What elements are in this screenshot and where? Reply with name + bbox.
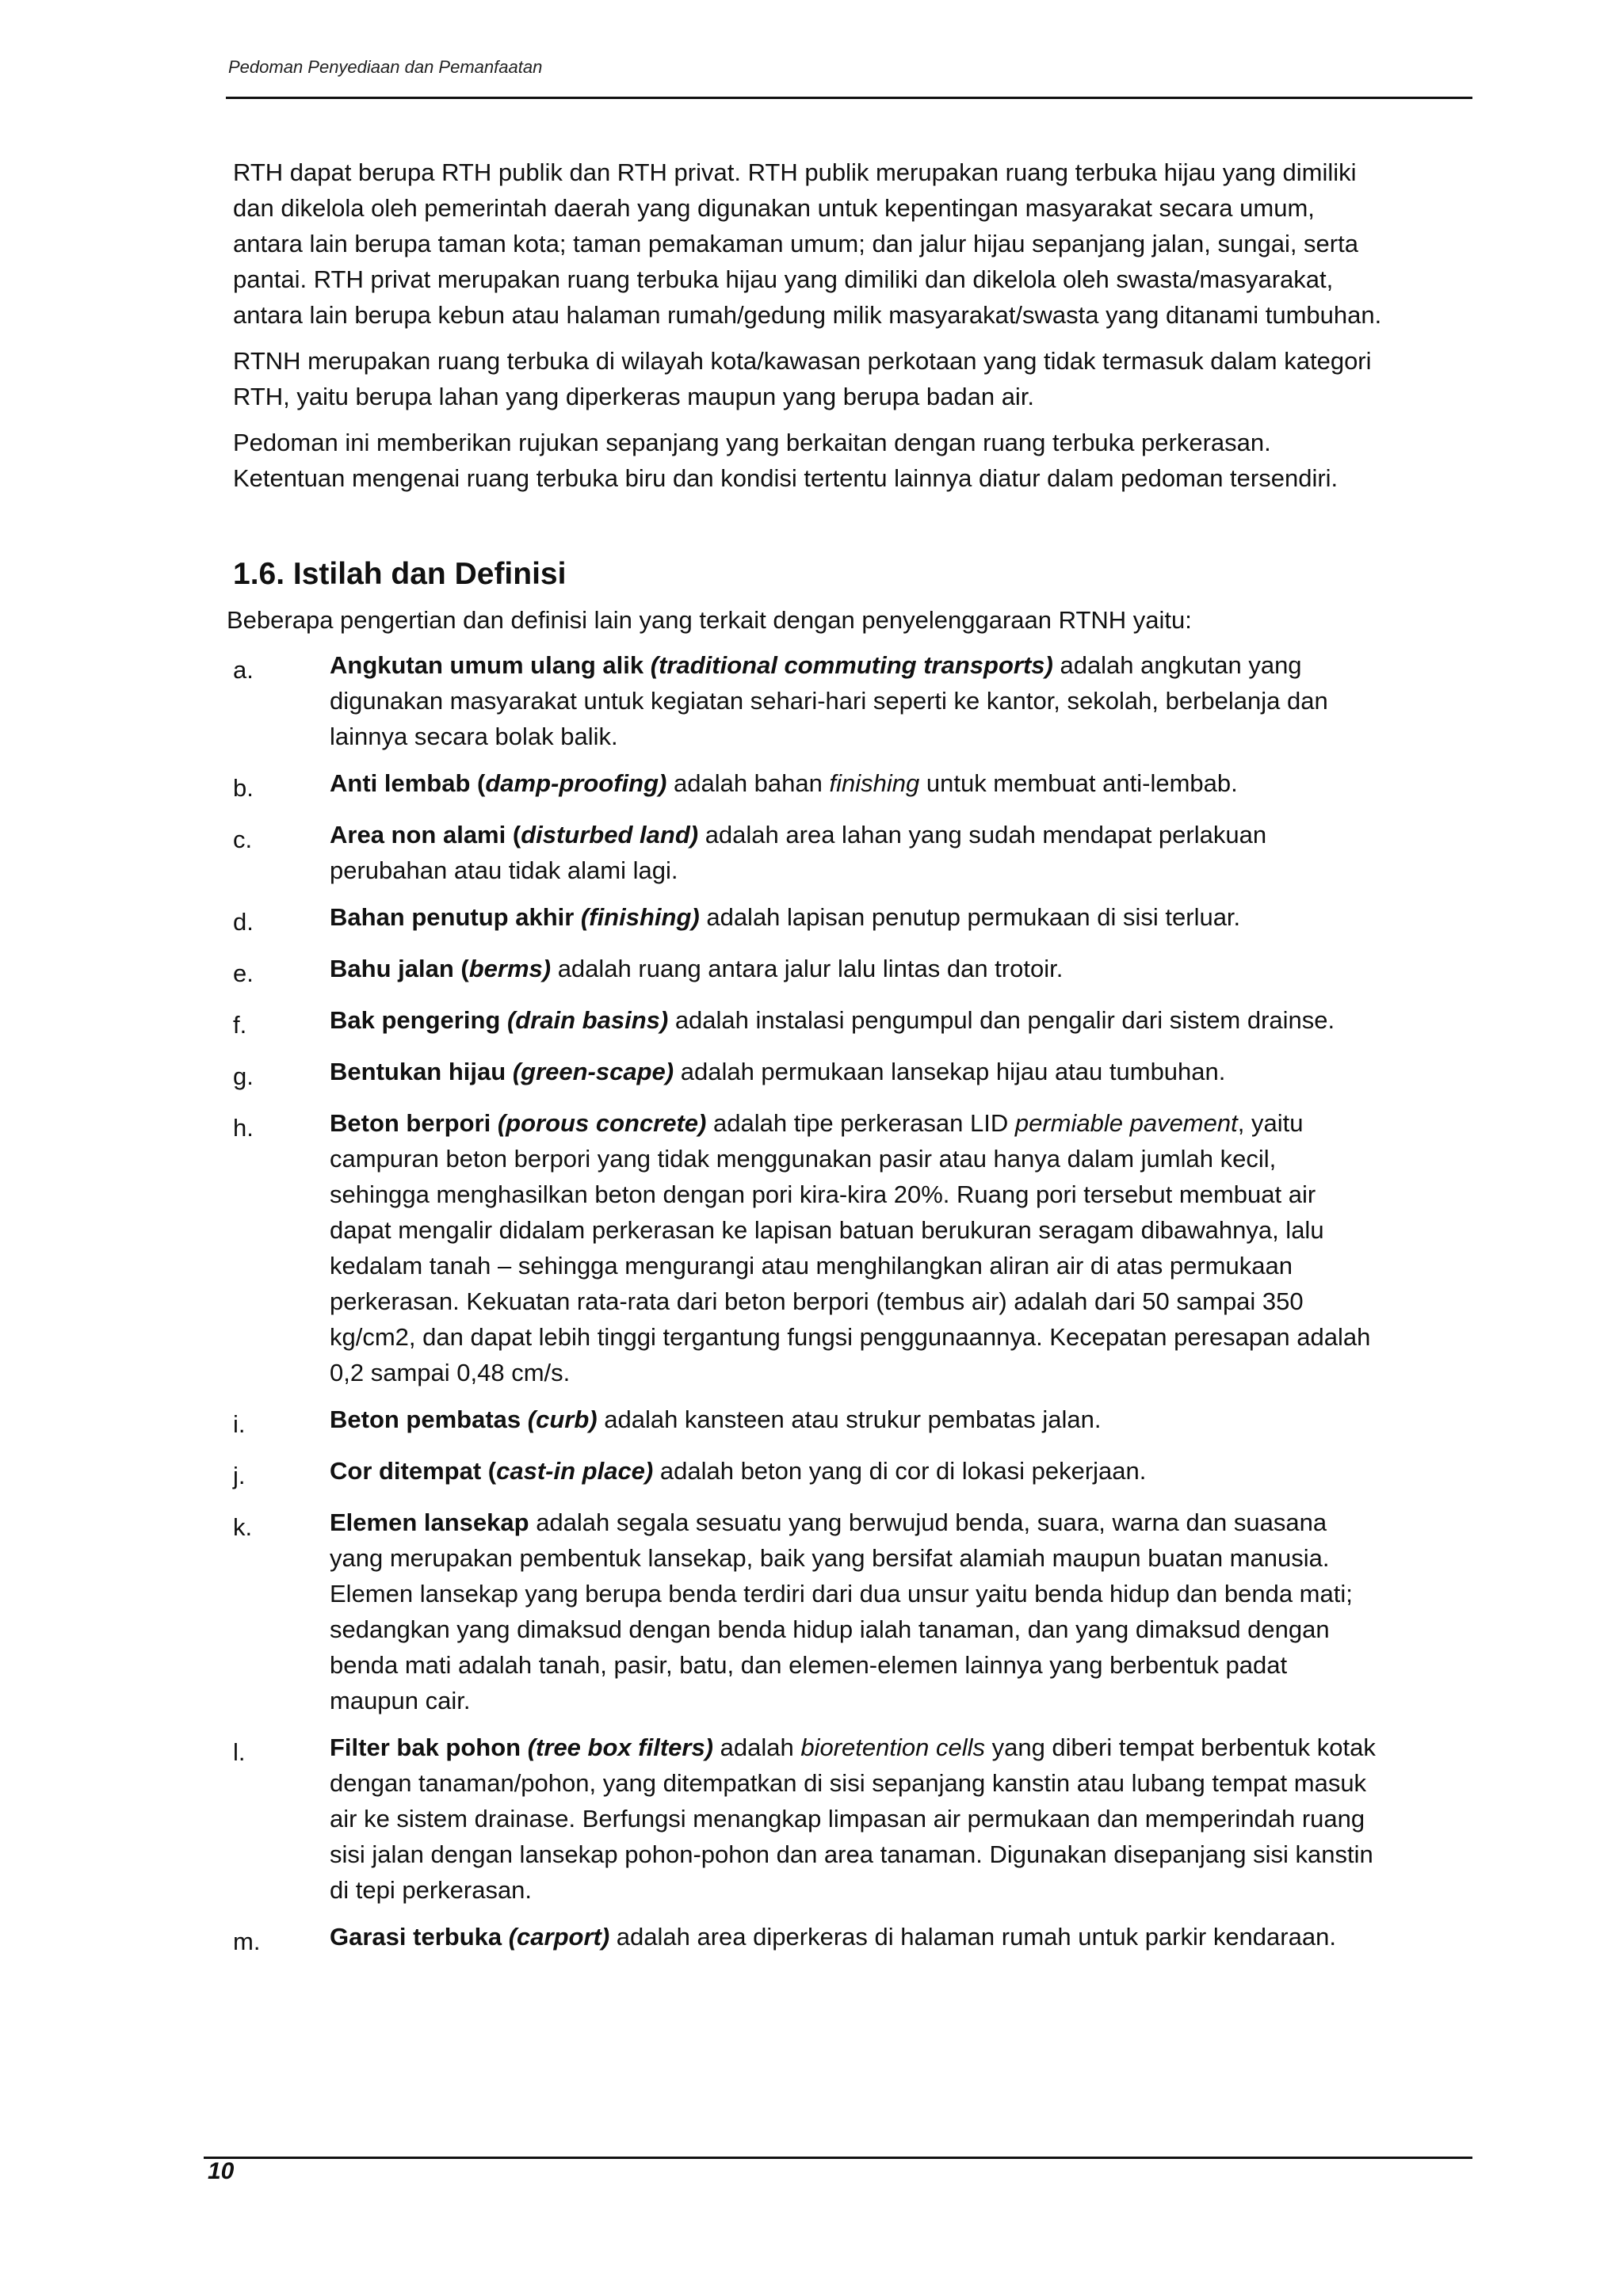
definition-body — [330, 1402, 1382, 1442]
definition-item-c — [233, 817, 1382, 888]
definition-term-english: berms) — [468, 955, 552, 982]
definition-text: adalah bahan — [666, 769, 830, 797]
paragraph-rth: RTH dapat berupa RTH publik dan RTH privat. RTH publik merupakan ruang terbuka hijau yang dimiliki dan dikelola oleh pemerintah daerah yang digunakan untuk kepentingan masyarakat secara umum, antara lain berupa taman kota; taman pemakaman umum; dan jalur hijau sepanjang jalan, sungai, serta pantai. RTH privat merupakan ruang terbuka hijau yang dimiliki dan dikelola oleh swasta/masyarakat, antara lain berupa kebun atau halaman rumah/gedung milik masyarakat/swasta yang ditanami tumbuhan. — [233, 158, 1382, 329]
definition-letter: f. — [233, 1011, 247, 1039]
definition-term: Bahan penutup akhir — [330, 903, 581, 931]
definition-text-italic: finishing — [829, 769, 920, 797]
definition-item-f — [233, 1002, 1382, 1043]
definition-letter: m. — [233, 1928, 261, 1955]
definition-text: adalah lapisan penutup permukaan di sisi terluar. — [699, 903, 1241, 931]
definition-body — [330, 1002, 1382, 1043]
definition-term-english: (traditional commuting transports) — [650, 651, 1053, 679]
definition-body — [330, 1054, 1382, 1094]
definition-text: adalah segala sesuatu yang berwujud benda, suara, warna dan suasana yang merupakan pembentuk lansekap, baik yang bersifat alamiah maupun buatan manusia. Elemen lansekap yang berupa benda terdiri dari dua unsur yaitu benda hidup dan benda mati; sedangkan yang dimaksud dengan benda hidup ialah tanaman, dan yang dimaksud dengan benda mati adalah tanah, pasir, batu, dan elemen-elemen lainnya yang berbentuk padat maupun cair. — [330, 1508, 1353, 1714]
definition-term: Bentukan hijau — [330, 1058, 513, 1085]
definition-term: Beton berpori — [330, 1109, 498, 1137]
definition-body — [330, 817, 1382, 888]
definition-term-english: (finishing) — [580, 903, 700, 931]
definition-item-d — [233, 899, 1382, 940]
definition-term-english: (green-scape) — [512, 1058, 674, 1085]
definition-letter: e. — [233, 959, 254, 987]
definition-body — [330, 1453, 1382, 1493]
definition-body — [330, 1505, 1382, 1718]
paragraph-pedoman: Pedoman ini memberikan rujukan sepanjang yang berkaitan dengan ruang terbuka perkerasan. Ketentuan mengenai ruang terbuka biru dan kondisi tertentu lainnya diatur dalam pedoman tersendiri. — [233, 429, 1338, 492]
definition-term-english: disturbed land) — [521, 821, 699, 849]
definition-body — [330, 951, 1382, 991]
definition-item-k — [233, 1505, 1382, 1718]
definition-letter: k. — [233, 1513, 253, 1541]
definition-item-g — [233, 1054, 1382, 1094]
definition-text: adalah area diperkeras di halaman rumah untuk parkir kendaraan. — [609, 1923, 1336, 1951]
definition-letter: h. — [233, 1114, 254, 1142]
definition-term-english: cast-in place) — [496, 1457, 654, 1485]
definition-text: , yaitu campuran beton berpori yang tidak menggunakan pasir atau hanya dalam jumlah kecil, sehingga menghasilkan beton dengan pori kira-kira 20%. Ruang pori tersebut membuat air dapat mengalir didalam perkerasan ke lapisan batuan berukuran seragam dibawahnya, lalu kedalam tanah – sehingga mengurangi atau menghilangkan aliran air di atas permukaan perkerasan. Kekuatan rata-rata dari beton berpori (tembus air) adalah dari 50 sampai 350 kg/cm2, dan dapat lebih tinggi tergantung fungsi penggunaannya. Kecepatan peresapan adalah 0,2 sampai 0,48 cm/s. — [330, 1109, 1371, 1386]
paragraph-rtnh: RTNH merupakan ruang terbuka di wilayah kota/kawasan perkotaan yang tidak termasuk dalam kategori RTH, yaitu berupa lahan yang diperkeras maupun yang berupa badan air. — [233, 347, 1372, 410]
definition-item-a — [233, 647, 1382, 754]
running-header: Pedoman Penyediaan dan Pemanfaatan — [228, 57, 543, 77]
definition-text-italic: bioretention cells — [800, 1733, 985, 1761]
definition-term: Beton pembatas — [330, 1405, 528, 1433]
definition-text-italic: permiable pavement — [1014, 1109, 1238, 1137]
definition-item-e — [233, 951, 1382, 991]
definition-body — [330, 765, 1382, 806]
definition-body — [330, 1105, 1382, 1390]
definition-letter: c. — [233, 826, 253, 853]
definition-term-english: (drain basins) — [506, 1006, 669, 1034]
page-body — [227, 154, 1382, 1970]
definition-text: adalah angkutan yang digunakan masyarakat untuk kegiatan sehari-hari seperti ke kantor, sekolah, berbelanja dan lainnya secara bolak balik. — [330, 651, 1328, 750]
definition-text: adalah instalasi pengumpul dan pengalir dari sistem drainse. — [668, 1006, 1335, 1034]
definition-text: adalah kansteen atau strukur pembatas jalan. — [597, 1405, 1102, 1433]
definition-body — [330, 1730, 1382, 1908]
definition-text: adalah area lahan yang sudah mendapat perlakuan perubahan atau tidak alami lagi. — [330, 821, 1267, 884]
definition-body — [330, 899, 1382, 940]
definition-term: Elemen lansekap — [330, 1508, 529, 1536]
definition-list — [233, 647, 1382, 1959]
definition-body — [330, 647, 1382, 754]
section-heading: 1.6. Istilah dan Definisi — [233, 557, 567, 591]
definition-item-h — [233, 1105, 1382, 1390]
definition-item-j — [233, 1453, 1382, 1493]
definition-term: Bak pengering — [330, 1006, 507, 1034]
definition-term: Anti lembab ( — [330, 769, 486, 797]
definition-term: Area non alami ( — [330, 821, 521, 849]
definition-letter: j. — [233, 1462, 246, 1489]
definition-term-english: (carport) — [508, 1923, 610, 1951]
definition-term-english: (porous concrete) — [497, 1109, 707, 1137]
definition-item-b — [233, 765, 1382, 806]
definition-term: Bahu jalan ( — [330, 955, 469, 982]
definition-text: adalah — [713, 1733, 801, 1761]
definition-letter: l. — [233, 1738, 246, 1766]
definition-item-i — [233, 1402, 1382, 1442]
definition-term: Cor ditempat ( — [330, 1457, 497, 1485]
definition-text: adalah ruang antara jalur lalu lintas dan trotoir. — [551, 955, 1064, 982]
definition-term: Filter bak pohon — [330, 1733, 528, 1761]
definition-text: yang diberi tempat berbentuk kotak dengan tanaman/pohon, yang ditempatkan di sisi sepanjang kanstin atau lubang tempat masuk air ke sistem drainase. Berfungsi menangkap limpasan air permukaan dan memperindah ruang sisi jalan dengan lansekap pohon-pohon dan area tanaman. Digunakan disepanjang sisi kanstin di tepi perkerasan. — [330, 1733, 1376, 1904]
definition-text: adalah permukaan lansekap hijau atau tumbuhan. — [674, 1058, 1226, 1085]
definition-text: adalah tipe perkerasan LID — [706, 1109, 1015, 1137]
footer-divider — [204, 2157, 1472, 2159]
definition-letter: d. — [233, 908, 254, 936]
definition-term: Garasi terbuka — [330, 1923, 509, 1951]
definition-body — [330, 1919, 1382, 1959]
page-number: 10 — [208, 2158, 235, 2184]
definition-item-l — [233, 1730, 1382, 1908]
definition-term: Angkutan umum ulang alik — [330, 651, 651, 679]
definition-letter: i. — [233, 1410, 246, 1438]
definition-letter: b. — [233, 774, 254, 802]
definition-term-english: (tree box filters) — [527, 1733, 714, 1761]
definition-item-m — [233, 1919, 1382, 1959]
definition-term-english: damp-proofing) — [485, 769, 667, 797]
definition-term-english: (curb) — [527, 1405, 598, 1433]
section-intro: Beberapa pengertian dan definisi lain yang terkait dengan penyelenggaraan RTNH yaitu: — [227, 606, 1192, 634]
definition-text: untuk membuat anti-lembab. — [919, 769, 1238, 797]
definition-letter: g. — [233, 1062, 254, 1090]
header-divider — [226, 97, 1472, 99]
definition-text: adalah beton yang di cor di lokasi pekerjaan. — [653, 1457, 1147, 1485]
definition-letter: a. — [233, 656, 254, 684]
